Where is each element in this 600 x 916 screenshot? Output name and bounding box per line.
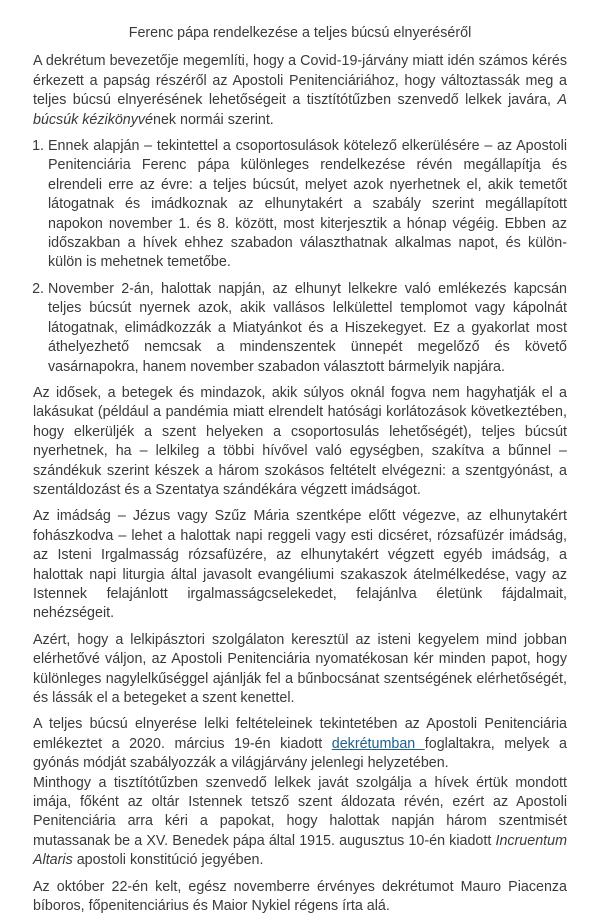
list-item-2: 2. November 2-án, halottak napján, az elhunyt lelkekre való emlékezés kapcsán teljes búcsút nyernek azok, akik vallásos lelkülettel templomot vagy kápolnát látogatnak, elimádkozzák a Miatyánkot és a Hiszekegyet. Ez a gyakorlat most áthelyezhető nemcsak a mindenszentek ünnepét megelőző és követő vasárnapokra, hanem november szabadon választott bármelyik napjára. xyxy=(48,280,567,377)
list-item-1: 1. Ennek alapján – tekintettel a csoportosulások kötelező elkerülésére – az Apostoli Penitenciária Ferenc pápa különleges rendelkezése révén megállapítja és elrendeli erre az évre: a teljes búcsút, melyet azok nyerhetnek el, akik temetőt látogatnak és imádkoznak az elhunytakért a szabály szerint megállapított napokon november 1. és 8. között, most kiterjesztik a hónap végéig. Ebben az időszakban a hívek ehhez szabadon választhatnak alkalmas napot, és külön-külön is mehetnek temetőbe. xyxy=(48,137,567,273)
elderly-paragraph: Az idősek, a betegek és mindazok, akik súlyos oknál fogva nem hagyhatják el a lakásukat (például a pandémia miatt elrendelt hatósági korlátozások következtében, hogy elkerüljék a szent helyeken a csoportosulás lehetőségét), teljes búcsút nyerhetnek, ha – lelkileg a többi hívővel való egységben, szakítva a bűnnel – szándékuk szerint készek a három szokásos feltételt elvégezni: a szentgyónást, a szentáldozást és a Szentatya szándékára végzett imádságot. xyxy=(33,384,567,498)
numbered-list xyxy=(33,137,567,377)
masses-text: Minthogy a tisztítótűzben szenvedő lelkek javát szolgálja a hívek értük mondott imája, főként az oltár Istennek tetsző szent áldozata révén, ezért az Apostoli Penitenciária arra kéri a papokat, hogy halottak napján három szentmisét mutassanak be a XV. Benedek pápa által 1915. augusztus 10-én kiadott xyxy=(33,774,567,849)
intro-text: A dekrétum bevezetője megemlíti, hogy a Covid-19-járvány miatt idén számos kérés érkezett a papság részéről az Apostoli Penitenciáriához, hogy változtassák meg a teljes búcsú elnyerésének lehetőségeit a tisztítótűzben szenvedő lelkek javára, xyxy=(33,53,567,109)
intro-italic-title: A búcsúk kézikönyvé xyxy=(33,92,567,128)
pastoral-paragraph: Azért, hogy a lelkipásztori szolgálaton keresztül az isteni kegyelem mind jobban elérhetővé váljon, az Apostoli Penitenciária nyomatékosan kér minden papot, hogy különleges nagylelkűséggel ajánlják fel a bűnbocsánat szentségének elérhetőségét, és lássák el a betegeket a szent kenettel. xyxy=(33,631,567,706)
masses-text-end: apostoli konstitúció jegyében. xyxy=(72,852,264,869)
page-title: Ferenc pápa rendelkezése a teljes búcsú elnyeréséről xyxy=(128,25,472,41)
intro-paragraph xyxy=(33,52,567,130)
signature-paragraph: Az október 22-én kelt, egész novemberre érvényes dekrétumot Mauro Piacenza bíboros, főpenitenciárius és Maior Nykiel régens írta alá. xyxy=(33,878,567,915)
decree-link[interactable]: dekrétumban xyxy=(331,735,425,752)
constitution-title: Incruentum Altaris xyxy=(33,832,567,869)
confession-paragraph xyxy=(33,715,567,773)
prayer-paragraph: Az imádság – Jézus vagy Szűz Mária szentképe előtt végezve, az elhunytakért fohászkodva – lehet a halottak napi reggeli vagy esti dicséret, rózsafüzér imádság, az Isteni Irgalmasság rózsafüzére, az elhunytakért végzett egyéb imádság, a halottak napi liturgia által javasolt evangéliumi szakaszok átelmélkedése, vagy az Istennek felajánlott irgalmasságcselekedet, felajánlva életünk fájdalmait, nehézségeit. xyxy=(33,508,567,622)
intro-text-end: nek normái szerint. xyxy=(153,111,274,128)
masses-paragraph xyxy=(33,774,567,871)
confession-text: A teljes búcsú elnyerése lelki feltételeinek tekintetében az Apostoli Penitenciária emlékeztet a 2020. március 19-én kiadott xyxy=(33,716,567,752)
confession-text-end: foglaltakra, melyek a gyónás módját szabályozzák a világjárvány jelenlegi helyzetében. xyxy=(33,735,567,772)
